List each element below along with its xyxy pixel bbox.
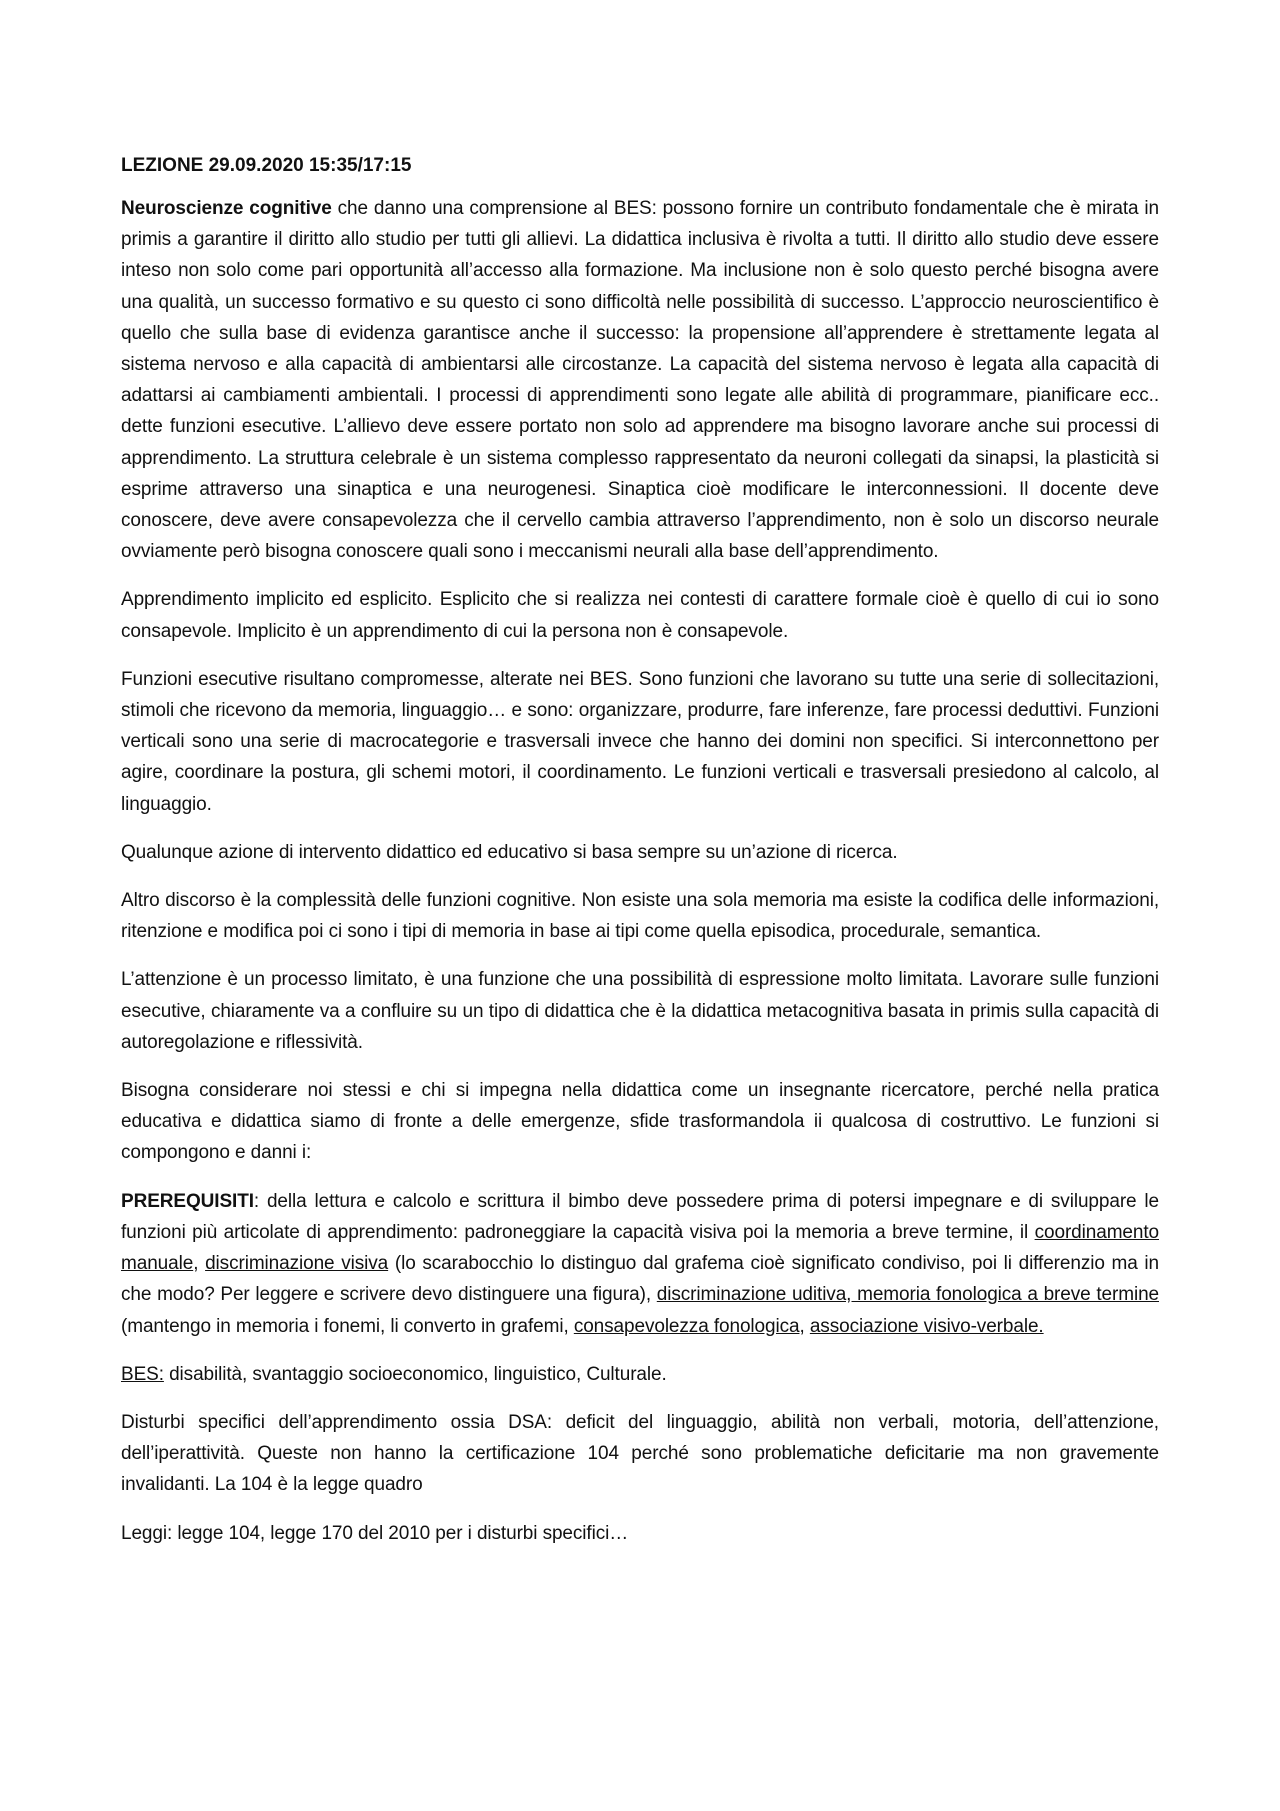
paragraph-prerequisiti bbox=[121, 1186, 1159, 1342]
underlined-term: discriminazione visiva bbox=[205, 1253, 389, 1275]
paragraph-text: : della lettura e calcolo e scrittura il bimbo deve possedere prima di potersi impegnare e di sviluppare le funzioni più articolate di apprendimento: padroneggiare la capacità visiva poi la memoria a breve termine, il bbox=[121, 1190, 1159, 1243]
paragraph-text: disabilità, svantaggio socioeconomico, linguistico, Culturale. bbox=[163, 1363, 667, 1385]
paragraph-text: , bbox=[193, 1253, 206, 1275]
paragraph-text: (lo scarabocchio lo distinguo dal grafema cioè significato condiviso, poi li differenzio ma in che modo? Per leggere e scrivere devo distinguere una figura), bbox=[121, 1253, 1160, 1306]
underlined-term: consapevolezza fonologica bbox=[573, 1315, 800, 1337]
paragraph-leggi: Leggi: legge 104, legge 170 del 2010 per i disturbi specifici… bbox=[121, 1522, 629, 1544]
paragraph-funzioni-cognitive: Altro discorso è la complessità delle funzioni cognitive. Non esiste una sola memoria ma esiste la codifica delle informazioni, ritenzione e modifica poi ci sono i tipi di memoria in base ai tipi come quella episodica, procedurale, semantica. bbox=[121, 890, 1159, 943]
paragraph-funzioni-esecutive: Funzioni esecutive risultano compromesse, alterate nei BES. Sono funzioni che lavorano su tutte una serie di sollecitazioni, stimoli che ricevono da memoria, linguaggio… e sono: organizzare, produrre, fare inferenze, fare processi deduttivi. Funzioni verticali sono una serie di macrocategorie e trasversali invece che hanno dei domini non specifici. Si interconnettono per agire, coordinare la postura, gli schemi motori, il coordinamento. Le funzioni verticali e trasversali presiedono al calcolo, al linguaggio. bbox=[121, 668, 1159, 815]
bold-lead: Neuroscienze cognitive bbox=[121, 198, 332, 219]
underlined-term: coordinamento manuale bbox=[121, 1221, 1159, 1275]
paragraph-text: che danno una comprensione al BES: possono fornire un contributo fondamentale che è mirata in primis a garantire il diritto allo studio per tutti gli allievi. La didattica inclusiva è rivolta a tutti. Il diritto allo studio deve essere inteso non solo come pari opportunità all’accesso alla formazione. Ma inclusione non è solo questo perché bisogna avere una qualità, un successo formativo e su questo ci sono difficoltà nelle possibilità di successo. L’approccio neuroscientifico è quello che sulla base di evidenza garantisce anche il successo: la propensione all’apprendere è strettamente legata al sistema nervoso e alla capacità di ambientarsi alle circostanze. La capacità del sistema nervoso è legata alla capacità di adattarsi ai cambiamenti ambientali. I processi di apprendimenti sono legate alle abilità di programmare, pianificare ecc.. dette funzioni esecutive. L’allievo deve essere portato non solo ad apprendere ma bisogno lavorare anche sui processi di apprendimento. La struttura celebrale è un sistema complesso rappresentato da neuroni collegati da sinapsi, la plasticità si esprime attraverso una sinaptica e una neurogenesi. Sinaptica cioè modificare le interconnessioni. Il docente deve conoscere, deve avere consapevolezza che il cervello cambia attraverso l’apprendimento, non è solo un discorso neurale ovviamente però bisogna conoscere quali sono i meccanismi neurali alla base dell’apprendimento. bbox=[121, 198, 1159, 563]
paragraph-dsa: Disturbi specifici dell’apprendimento ossia DSA: deficit del linguaggio, abilità non verbali, motoria, dell’attenzione, dell’iperattività. Queste non hanno la certificazione 104 perché sono problematiche deficitarie ma non gravemente invalidanti. La 104 è la legge quadro bbox=[121, 1411, 1159, 1496]
document-page bbox=[121, 150, 1159, 1566]
paragraph-bes bbox=[121, 1359, 1159, 1390]
lesson-heading: LEZIONE 29.09.2020 15:35/17:15 bbox=[121, 155, 412, 176]
paragraph-insegnante-ricercatore: Bisogna considerare noi stessi e chi si impegna nella didattica come un insegnante ricercatore, perché nella pratica educativa e didattica siamo di fronte a delle emergenze, sfide trasformandola ii qualcosa di costruttivo. Le funzioni si compongono e danni i: bbox=[121, 1080, 1159, 1164]
paragraph-neuroscienze bbox=[121, 193, 1159, 567]
paragraph-text: , bbox=[799, 1315, 810, 1337]
underlined-term: associazione visivo-verbale. bbox=[809, 1315, 1044, 1337]
paragraph-intervento: Qualunque azione di intervento didattico ed educativo si basa sempre su un’azione di ricerca. bbox=[121, 841, 898, 863]
paragraph-apprendimento: Apprendimento implicito ed esplicito. Esplicito che si realizza nei contesti di carattere formale cioè è quello di cui io sono consapevole. Implicito è un apprendimento di cui la persona non è consapevole. bbox=[121, 589, 1159, 642]
paragraph-attenzione: L’attenzione è un processo limitato, è una funzione che una possibilità di espressione molto limitata. Lavorare sulle funzioni esecutive, chiaramente va a confluire su un tipo di didattica che è la didattica metacognitiva basata in primis sulla capacità di autoregolazione e riflessività. bbox=[121, 969, 1159, 1053]
underlined-term: discriminazione uditiva, memoria fonologica a breve termine bbox=[656, 1284, 1159, 1306]
bold-lead: PREREQUISITI bbox=[121, 1190, 254, 1212]
underlined-lead: BES: bbox=[121, 1363, 164, 1385]
paragraph-text: (mantengo in memoria i fonemi, li converto in grafemi, bbox=[121, 1315, 574, 1337]
